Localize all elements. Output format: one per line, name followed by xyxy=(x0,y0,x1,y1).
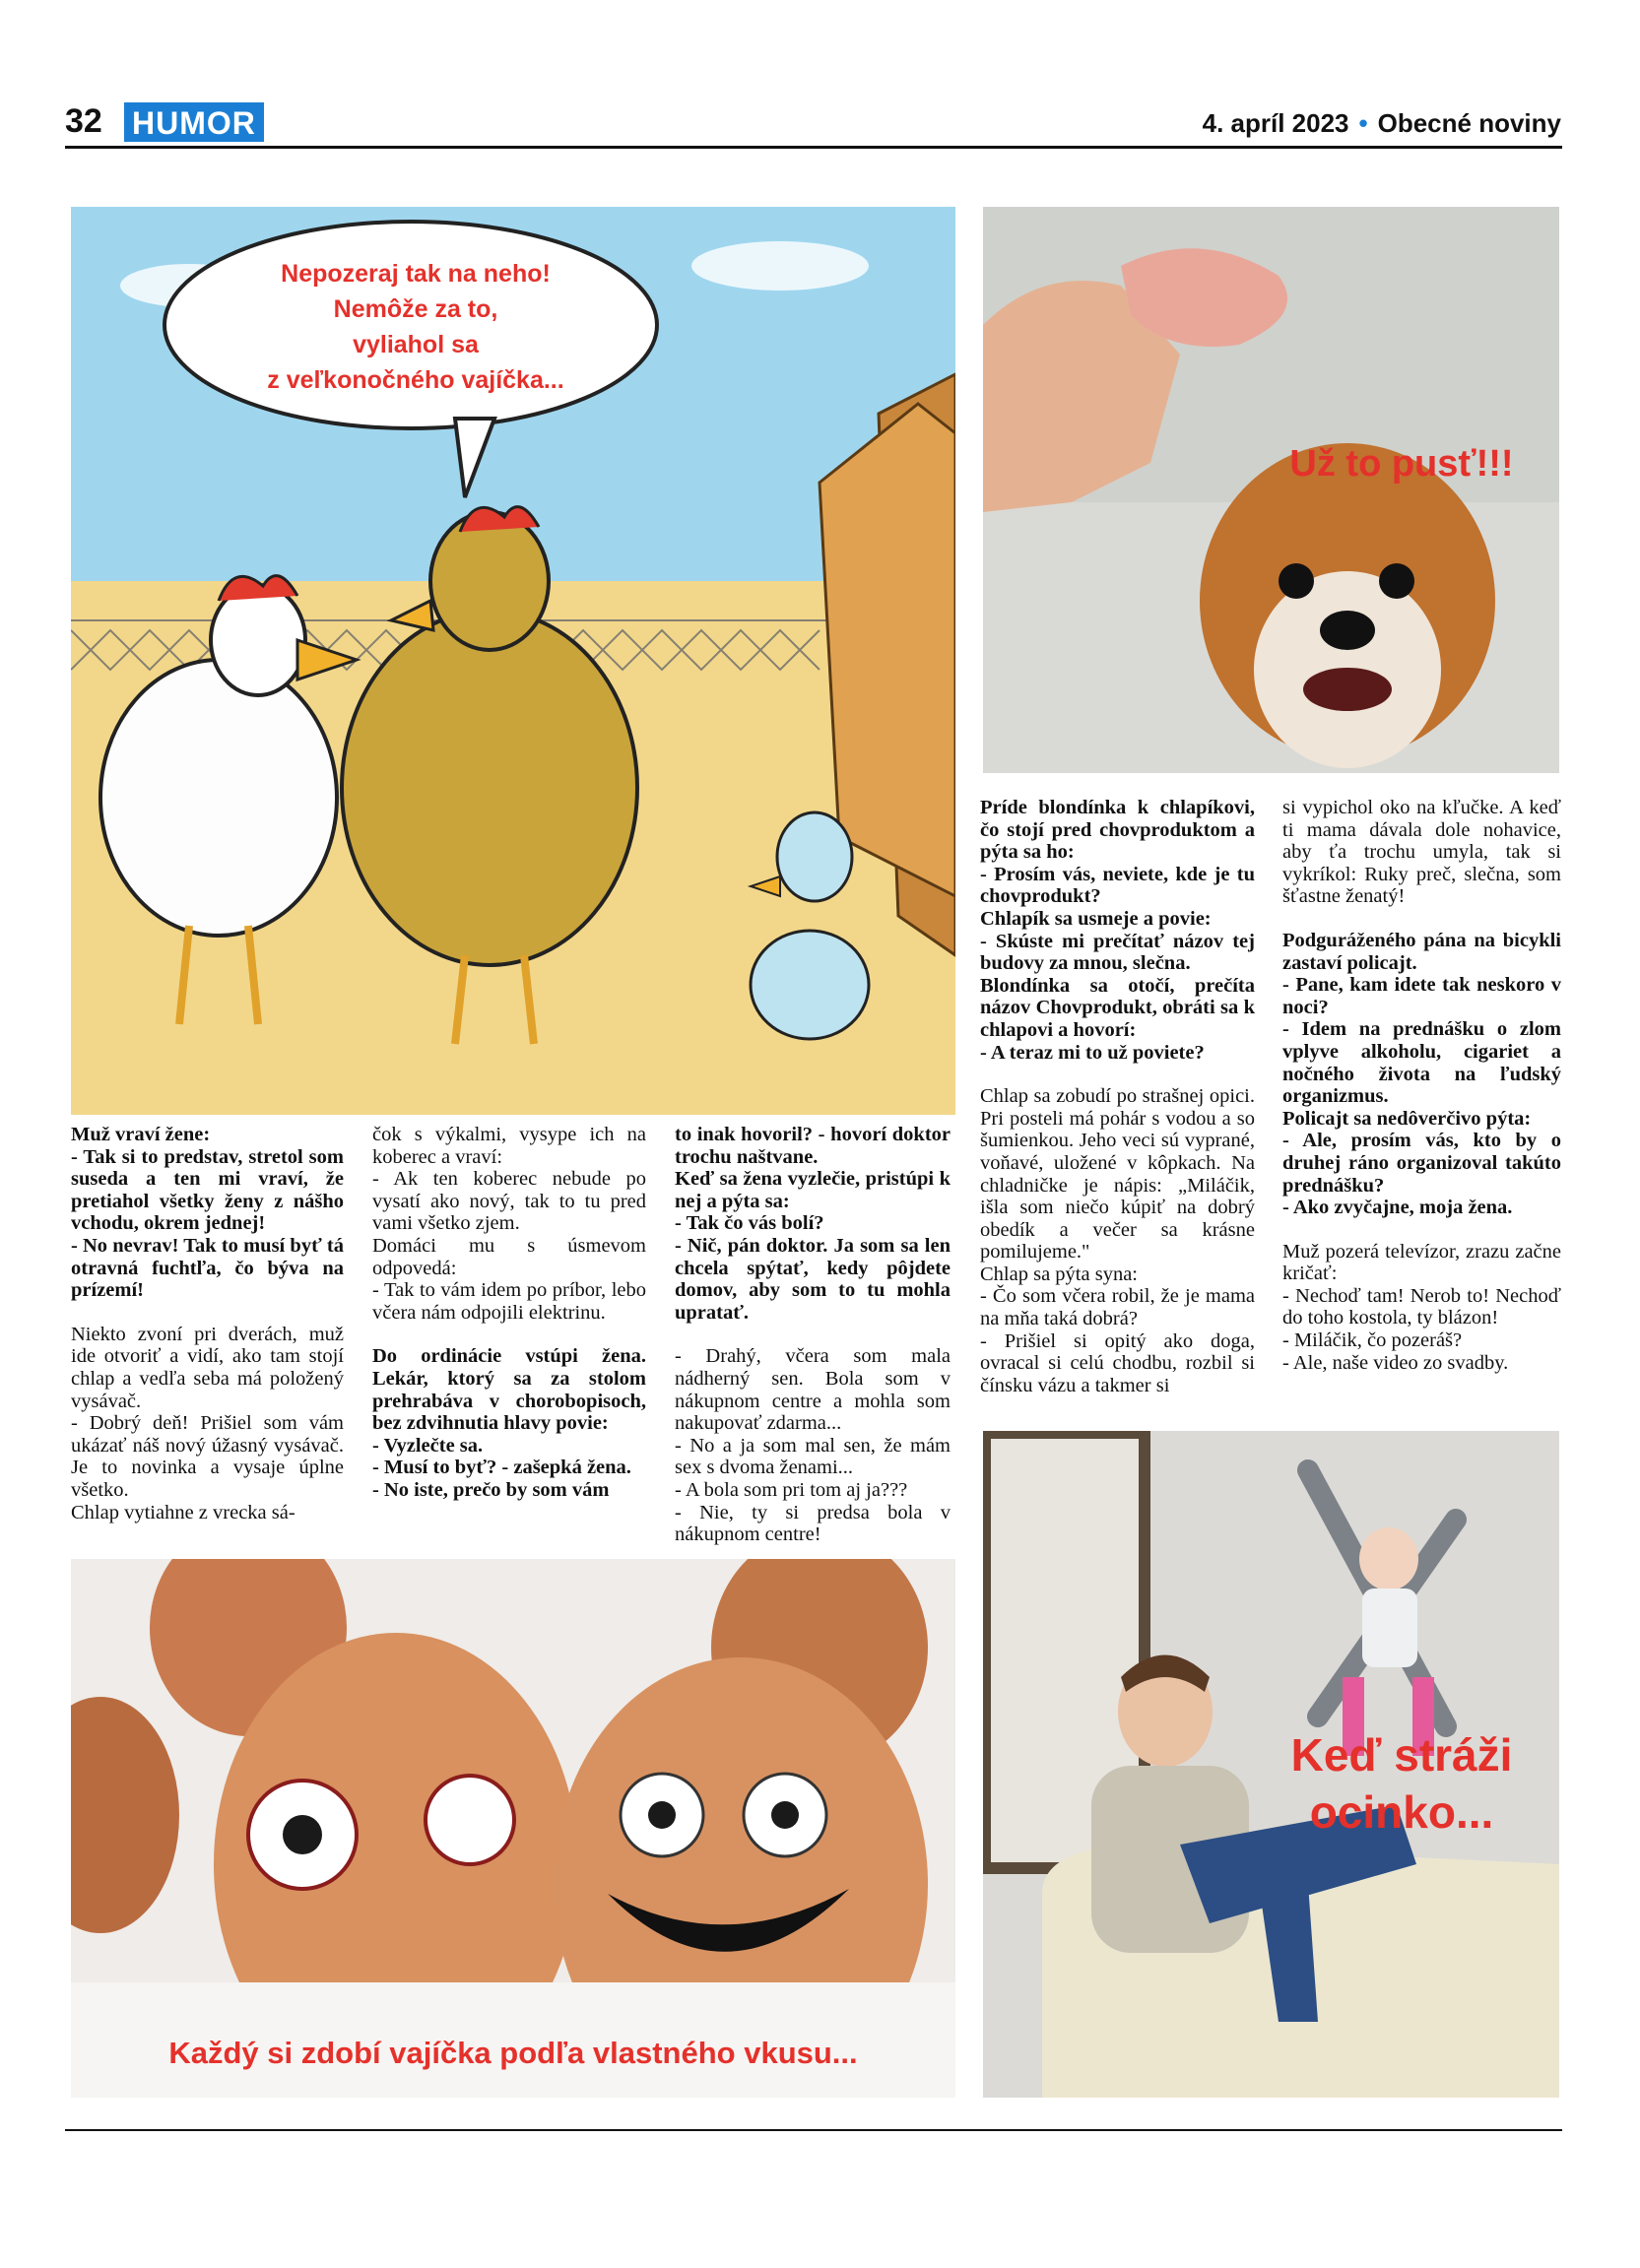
text-line: - No nevrav! Tak to musí byť tá otravná fuchtľa, čo býva na prízemí! xyxy=(71,1234,344,1302)
baby-caption-line: Keď stráži xyxy=(1290,1729,1513,1781)
text-line: - Čo som včera robil, že je mama na mňa taká dobrá? xyxy=(980,1285,1255,1330)
baby-photo xyxy=(983,1431,1559,2098)
joke-column-5 xyxy=(1282,797,1561,1374)
text-line: - Prišiel si opitý ako doga, ovracal si celú chodbu, rozbil si čínsku vázu a takmer si xyxy=(980,1329,1255,1396)
text-line: Chlap vytiahne z vrecka sá- xyxy=(71,1501,295,1523)
text-line: - Prosím vás, neviete, kde je tu chovprodukt? xyxy=(980,863,1255,908)
eggs-photo xyxy=(71,1559,955,2098)
speech-line: Nepozeraj tak na neho! xyxy=(281,260,551,288)
text-line: Blondínka sa otočí, prečíta názov Chovprodukt, obráti sa k chlapovi a hovorí: xyxy=(980,974,1255,1041)
speech-line: Nemôže za to, xyxy=(333,295,498,323)
speech-line: z veľkonočného vajíčka... xyxy=(267,366,564,394)
header-rule xyxy=(65,146,1562,149)
text-line: Chlap sa pýta syna: xyxy=(980,1263,1138,1285)
text-line: Keď sa žena vyzlečie, pristúpi k nej a pýta sa: xyxy=(675,1168,951,1212)
text-line: - Tak si to predstav, stretol som suseda a ten mi vraví, že pretiahol všetky ženy z nášho vchodu, okrem jednej! xyxy=(71,1145,344,1235)
text-line: to inak hovoril? - hovorí doktor trochu naštvane. xyxy=(675,1124,951,1168)
text-line: - Ale, prosím vás, kto by o druhej ráno organizoval takúto prednášku? xyxy=(1282,1130,1561,1197)
footer-rule xyxy=(65,2129,1562,2131)
text-line: Niekto zvoní pri dverách, muž ide otvoriť a vidí, ako tam stojí chlap a vedľa seba má položený vysávač. xyxy=(71,1323,344,1412)
text-line: - No a ja som mal sen, že mám sex s dvoma ženami... xyxy=(675,1434,951,1479)
header-dateline xyxy=(1203,108,1561,139)
text-line: - A bola som pri tom aj ja??? xyxy=(675,1478,908,1501)
text-line: Chlapík sa usmeje a povie: xyxy=(980,907,1212,930)
text-line: - Nič, pán doktor. Ja som sa len chcela spýtať, kedy pôjdete domov, aby som to tu mohla upratať. xyxy=(675,1234,951,1324)
text-line: - Nechoď tam! Nerob to! Nechoď do toho kostola, ty blázon! xyxy=(1282,1284,1561,1329)
joke-column-2 xyxy=(372,1124,646,1502)
page-number: 32 xyxy=(65,102,102,140)
text-line: Do ordinácie vstúpi žena. Lekár, ktorý sa za stolom prehrabáva v chorobopisoch, bez zdvihnutia hlavy povie: xyxy=(372,1345,646,1435)
text-line: - Dobrý deň! Prišiel som vám ukázať náš nový úžasný vysávač. Je to novinka a vysaje úplne všetko. xyxy=(71,1412,344,1501)
text-line: Príde blondínka k chlapíkovi, čo stojí pred chovproduktom a pýta sa ho: xyxy=(980,797,1255,864)
text-line: Podguráženého pána na bicykli zastaví policajt. xyxy=(1282,929,1561,974)
baby-caption xyxy=(1279,1726,1525,1841)
text-line: Policajt sa nedôverčivo pýta: xyxy=(1282,1107,1532,1130)
eggs-caption: Každý si zdobí vajíčka podľa vlastného vkusu... xyxy=(168,2036,858,2070)
text-line: - Ak ten koberec nebude po vysatí ako nový, tak to tu pred vami všetko zjem. xyxy=(372,1168,646,1235)
text-line: - A teraz mi to už poviete? xyxy=(980,1041,1205,1064)
text-line: - Tak čo vás bolí? xyxy=(675,1212,824,1235)
joke-column-3 xyxy=(675,1124,951,1546)
text-line: - No iste, prečo by som vám xyxy=(372,1478,610,1501)
separator-dot: • xyxy=(1358,108,1368,138)
text-line: - Nie, ty si predsa bola v nákupnom centre! xyxy=(675,1501,951,1546)
text-line: Muž pozerá televízor, zrazu začne kričať: xyxy=(1282,1240,1561,1285)
speech-bubble-text xyxy=(238,256,593,398)
section-label: HUMOR xyxy=(124,102,264,142)
text-line: - Drahý, včera som mala nádherný sen. Bola som v nákupnom centre a mohla som nakupovať zdarma... xyxy=(675,1345,951,1435)
chicken-cartoon xyxy=(71,207,955,1115)
speech-line: vyliahol sa xyxy=(353,331,479,358)
text-line: - Tak to vám idem po príbor, lebo včera nám odpojili elektrinu. xyxy=(372,1279,646,1324)
text-line: - Ako zvyčajne, moja žena. xyxy=(1282,1197,1513,1219)
text-line: - Vyzlečte sa. xyxy=(372,1434,484,1457)
text-line: - Pane, kam idete tak neskoro v noci? xyxy=(1282,974,1561,1018)
publication-name: Obecné noviny xyxy=(1377,108,1561,138)
joke-column-4 xyxy=(980,797,1255,1396)
dog-caption: Už to pusť!!! xyxy=(1289,443,1514,485)
text-line: - Ale, naše video zo svadby. xyxy=(1282,1351,1509,1374)
text-line: - Musí to byť? - zašepká žena. xyxy=(372,1457,631,1479)
text-line: Chlap sa zobudí po strašnej opici. Pri posteli má pohár s vodou a so šumienkou. Jeho veci sú vyprané, voňavé, uložené v kôpkach. Na chladničke je nápis: „Miláčik, išla som niečo kúpiť na dobrý obedík a večer sa krásne pomilujeme." xyxy=(980,1085,1255,1264)
text-line: Muž vraví žene: xyxy=(71,1124,211,1145)
text-line: - Skúste mi prečítať názov tej budovy za mnou, slečna. xyxy=(980,930,1255,975)
text-line: - Idem na prednášku o zlom vplyve alkoholu, cigariet a nočného života na ľudský organizmus. xyxy=(1282,1018,1561,1108)
text-line: čok s výkalmi, vysype ich na koberec a vraví: xyxy=(372,1124,646,1168)
text-line: si vypichol oko na kľučke. A keď ti mama dávala dole nohavice, aby ťa trochu umyla, tak si vykríkol: Ruky preč, slečna, som šťastne ženatý! xyxy=(1282,797,1561,908)
baby-caption-line: ocinko... xyxy=(1309,1786,1494,1838)
text-line: - Miláčik, čo pozeráš? xyxy=(1282,1329,1463,1352)
dog-photo xyxy=(983,207,1559,773)
issue-date: 4. apríl 2023 xyxy=(1202,108,1349,138)
joke-column-1 xyxy=(71,1124,344,1523)
text-line: Domáci mu s úsmevom odpovedá: xyxy=(372,1234,646,1279)
